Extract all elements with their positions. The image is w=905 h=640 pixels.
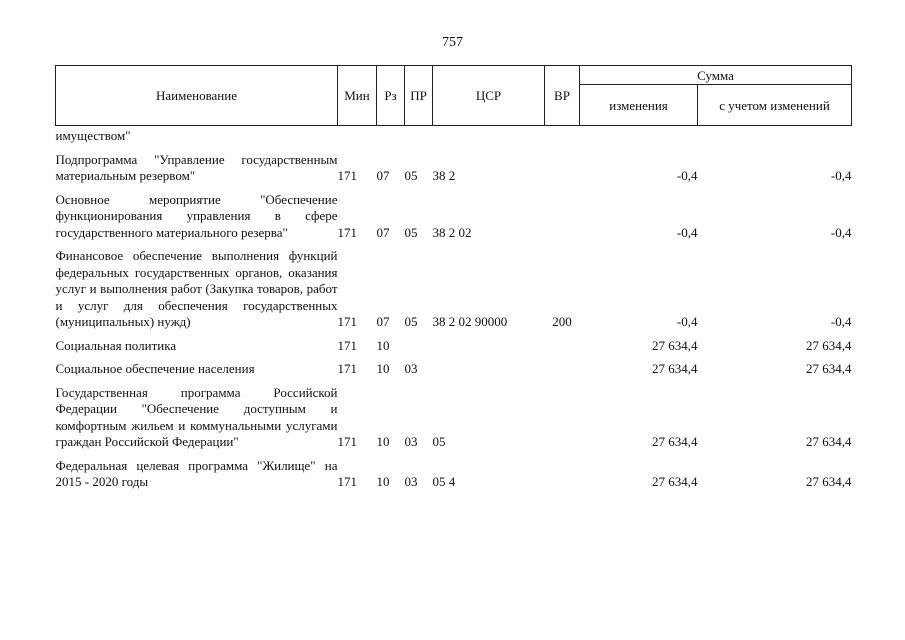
- header-vr: ВР: [545, 66, 580, 126]
- header-pr: ПР: [405, 66, 433, 126]
- row-vr: [545, 385, 580, 458]
- row-vr: [545, 192, 580, 249]
- row-changes: 27 634,4: [652, 337, 698, 353]
- row-pr: 03: [404, 361, 418, 376]
- row-csr: 05: [432, 434, 446, 449]
- row-csr: [433, 361, 545, 385]
- row-name: Социальное обеспечение населения: [55, 361, 255, 376]
- row-changes: 27 634,4: [652, 474, 698, 489]
- row-rz: 10: [376, 434, 390, 449]
- row-min: 171: [337, 361, 357, 376]
- table-header: [56, 66, 852, 126]
- header-name: Наименование: [56, 66, 338, 126]
- row-changes: 27 634,4: [652, 361, 698, 376]
- table-row: [56, 338, 852, 362]
- row-csr: [433, 338, 545, 362]
- row-rz: 10: [376, 474, 390, 489]
- row-min: [338, 126, 377, 152]
- row-rz: 07: [376, 224, 390, 240]
- row-pr: 05: [404, 224, 418, 240]
- header-csr: ЦСР: [433, 66, 545, 126]
- header-rz: Рз: [377, 66, 405, 126]
- row-name: Подпрограмма "Управление государственным материальным резервом": [55, 151, 338, 183]
- row-pr: [405, 126, 433, 152]
- row-changes: [580, 126, 698, 152]
- row-min: 171: [337, 434, 357, 449]
- row-name: Основное мероприятие "Обеспечение функционирования управления в сфере государственного материального резерва": [55, 191, 338, 240]
- table-row: [56, 458, 852, 498]
- row-name: Финансовое обеспечение выполнения функций федеральных государственных органов, оказания услуг и выполнения работ (Закупка товаров, работ и услуг для обеспечения государственных (муниципальных) нужд): [55, 248, 338, 329]
- row-csr: [433, 126, 545, 152]
- row-with-changes: 27 634,4: [806, 337, 852, 353]
- table-body: [56, 126, 852, 498]
- header-sum: Сумма: [580, 66, 852, 85]
- row-with-changes: 27 634,4: [806, 434, 852, 449]
- row-rz: [377, 126, 405, 152]
- row-pr: 05: [404, 314, 418, 329]
- row-csr: 38 2: [432, 168, 456, 183]
- row-name: Социальная политика: [55, 337, 177, 353]
- row-vr: [545, 126, 580, 152]
- row-csr: 38 2 02: [432, 224, 472, 240]
- page-number: 757: [442, 35, 463, 50]
- row-rz: 07: [376, 168, 390, 183]
- header-changes: изменения: [580, 85, 698, 126]
- row-pr: [405, 338, 433, 362]
- row-min: 171: [337, 224, 357, 240]
- row-name: Федеральная целевая программа "Жилище" на 2015 - 2020 годы: [55, 457, 338, 489]
- row-rz: 07: [376, 314, 390, 329]
- row-rz: 10: [376, 361, 390, 376]
- row-name: имуществом": [55, 128, 131, 143]
- row-vr: 200: [552, 314, 572, 329]
- table-row: [56, 152, 852, 192]
- row-min: 171: [337, 474, 357, 489]
- table-row: [56, 126, 852, 152]
- header-with-changes: с учетом изменений: [698, 85, 852, 126]
- row-with-changes: -0,4: [830, 224, 852, 240]
- row-vr: [545, 458, 580, 498]
- row-csr: 38 2 02 90000: [432, 314, 508, 329]
- table-row: [56, 361, 852, 385]
- row-pr: 03: [404, 474, 418, 489]
- row-min: 171: [337, 168, 357, 183]
- table-row: [56, 248, 852, 338]
- row-changes: 27 634,4: [652, 434, 698, 449]
- row-with-changes: -0,4: [830, 168, 852, 183]
- row-with-changes: [698, 126, 852, 152]
- row-min: 171: [337, 314, 357, 329]
- row-pr: 05: [404, 168, 418, 183]
- row-pr: 03: [404, 434, 418, 449]
- row-rz: 10: [376, 337, 390, 353]
- row-changes: -0,4: [676, 224, 698, 240]
- table-row: [56, 385, 852, 458]
- row-vr: [545, 361, 580, 385]
- row-with-changes: 27 634,4: [806, 474, 852, 489]
- row-vr: [545, 338, 580, 362]
- budget-table: [55, 65, 852, 498]
- row-min: 171: [337, 337, 357, 353]
- row-changes: -0,4: [676, 168, 698, 183]
- row-name: Государственная программа Российской Федерации "Обеспечение доступным и комфортным жильем и коммунальными услугами граждан Российской Федерации": [55, 384, 338, 449]
- row-changes: -0,4: [676, 314, 698, 329]
- header-min: Мин: [338, 66, 377, 126]
- row-csr: 05 4: [432, 474, 456, 489]
- row-with-changes: -0,4: [830, 314, 852, 329]
- row-with-changes: 27 634,4: [806, 361, 852, 376]
- table-row: [56, 192, 852, 249]
- row-vr: [545, 152, 580, 192]
